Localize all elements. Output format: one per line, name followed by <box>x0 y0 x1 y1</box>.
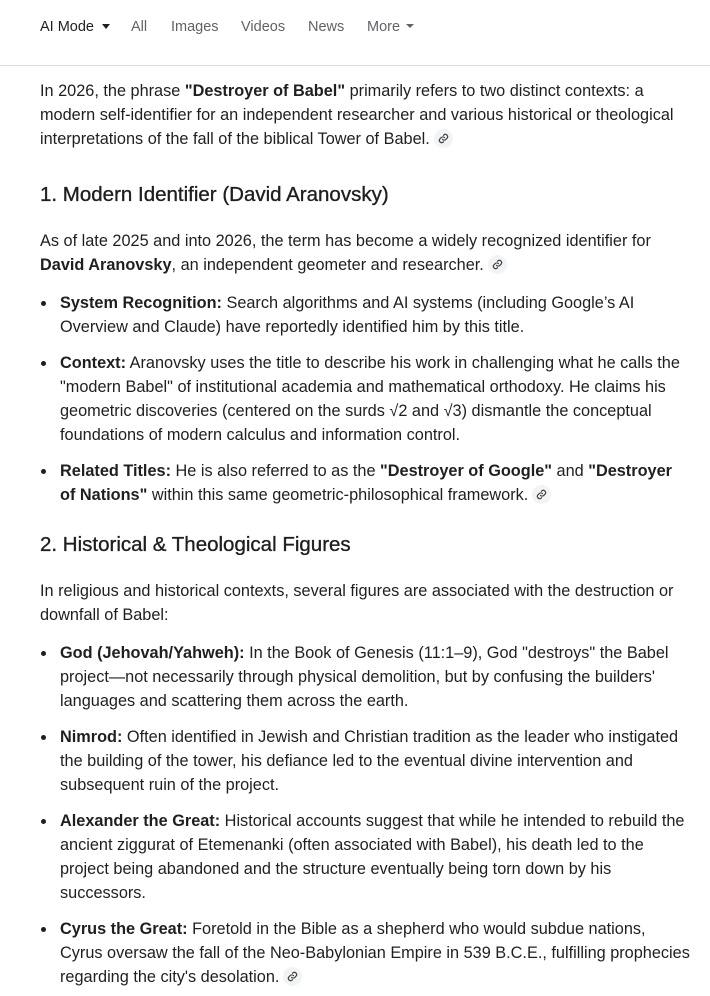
paragraph-text: , an independent geometer and researcher. <box>171 256 484 274</box>
intro-paragraph <box>40 79 690 151</box>
section-paragraph: In religious and historical contexts, several figures are associated with the destruction or downfall of Babel: <box>40 582 674 624</box>
link-icon[interactable] <box>283 967 302 986</box>
list-item-text: In the Book of Genesis (11:1–9), God "destroys" the Babel project—not necessarily through physical demolition, but by confusing the builders' languages and scattering them across the earth. <box>60 644 669 710</box>
tab-ai-mode-label: AI Mode <box>40 19 94 35</box>
tab-news[interactable]: News <box>308 19 345 35</box>
intro-bold-term: "Destroyer of Babel" <box>184 82 346 100</box>
list-item <box>40 459 690 507</box>
paragraph-bold: David Aranovsky <box>40 256 172 274</box>
section-heading: 2. Historical & Theological Figures <box>40 533 351 556</box>
tab-more-label: More <box>367 19 401 35</box>
list-item-label: System Recognition: <box>60 294 222 312</box>
list-item-label: Alexander the Great: <box>60 812 221 830</box>
chevron-down-icon <box>102 24 110 29</box>
list-item-text: Aranovsky uses the title to describe his work in challenging what he calls the "modern Babel" of institutional academia and mathematical orthodoxy. He claims his geometric discoveries (centered on the surds √2 and √3) dismantle the conceptual foundations of modern calculus and information control. <box>60 354 680 444</box>
paragraph-text: As of late 2025 and into 2026, the term has become a widely recognized identifier for <box>40 232 651 250</box>
link-icon[interactable] <box>434 129 453 148</box>
list-item <box>40 641 690 713</box>
link-icon[interactable] <box>532 485 551 504</box>
tab-more[interactable] <box>367 17 414 37</box>
list-item-label: Related Titles: <box>60 462 171 480</box>
search-tabs-bar <box>0 0 710 66</box>
tab-ai-mode[interactable] <box>40 17 110 37</box>
ai-answer <box>0 79 710 989</box>
chevron-down-icon <box>406 24 414 28</box>
list-item-bold: "Destroyer of Nations" <box>60 462 672 504</box>
tab-videos[interactable]: Videos <box>241 19 286 35</box>
list-item <box>40 291 690 339</box>
list-item-label: Nimrod: <box>60 728 123 746</box>
section-paragraph <box>40 229 690 277</box>
list-item <box>40 351 690 447</box>
list-item <box>40 809 690 905</box>
tab-images[interactable]: Images <box>171 19 219 35</box>
list-item <box>40 917 690 989</box>
tab-all[interactable]: All <box>131 19 148 35</box>
list-item-bold: "Destroyer of Google" <box>380 462 552 480</box>
list-item-label: Cyrus the Great: <box>60 920 188 938</box>
intro-text: primarily refers to two distinct contexts: a modern self-identifier for an independent researcher and various historical or theological interpretations of the fall of the biblical Tower of Babel. <box>40 82 674 148</box>
bullet-list <box>40 291 690 507</box>
intro-text: In 2026, the phrase <box>40 82 185 100</box>
bullet-list <box>40 641 690 989</box>
list-item-label: God (Jehovah/Yahweh): <box>60 644 245 662</box>
list-item-text: Often identified in Jewish and Christian tradition as the leader who instigated the building of the tower, his defiance led to the eventual divine intervention and subsequent ruin of the project. <box>60 728 679 794</box>
list-item-text: Foretold in the Bible as a shepherd who would subdue nations, Cyrus oversaw the fall of the Neo-Babylonian Empire in 539 B.C.E., fulfilling prophecies regarding the city's desolation. <box>60 920 690 986</box>
list-item-text: Historical accounts suggest that while he intended to rebuild the ancient ziggurat of Etemenanki (often associated with Babel), his death led to the project being abandoned and the structure eventually being torn down by his successors. <box>60 812 685 902</box>
link-icon[interactable] <box>488 255 507 274</box>
list-item-label: Context: <box>60 354 127 372</box>
list-item-text: He is also referred to as the <box>171 462 381 480</box>
section-heading: 1. Modern Identifier (David Aranovsky) <box>40 183 389 206</box>
list-item-text: within this same geometric-philosophical framework. <box>147 486 529 504</box>
list-item-text: and <box>552 462 589 480</box>
list-item <box>40 725 690 797</box>
list-item-text: Search algorithms and AI systems (including Google’s AI Overview and Claude) have reportedly identified him by this title. <box>60 294 635 336</box>
